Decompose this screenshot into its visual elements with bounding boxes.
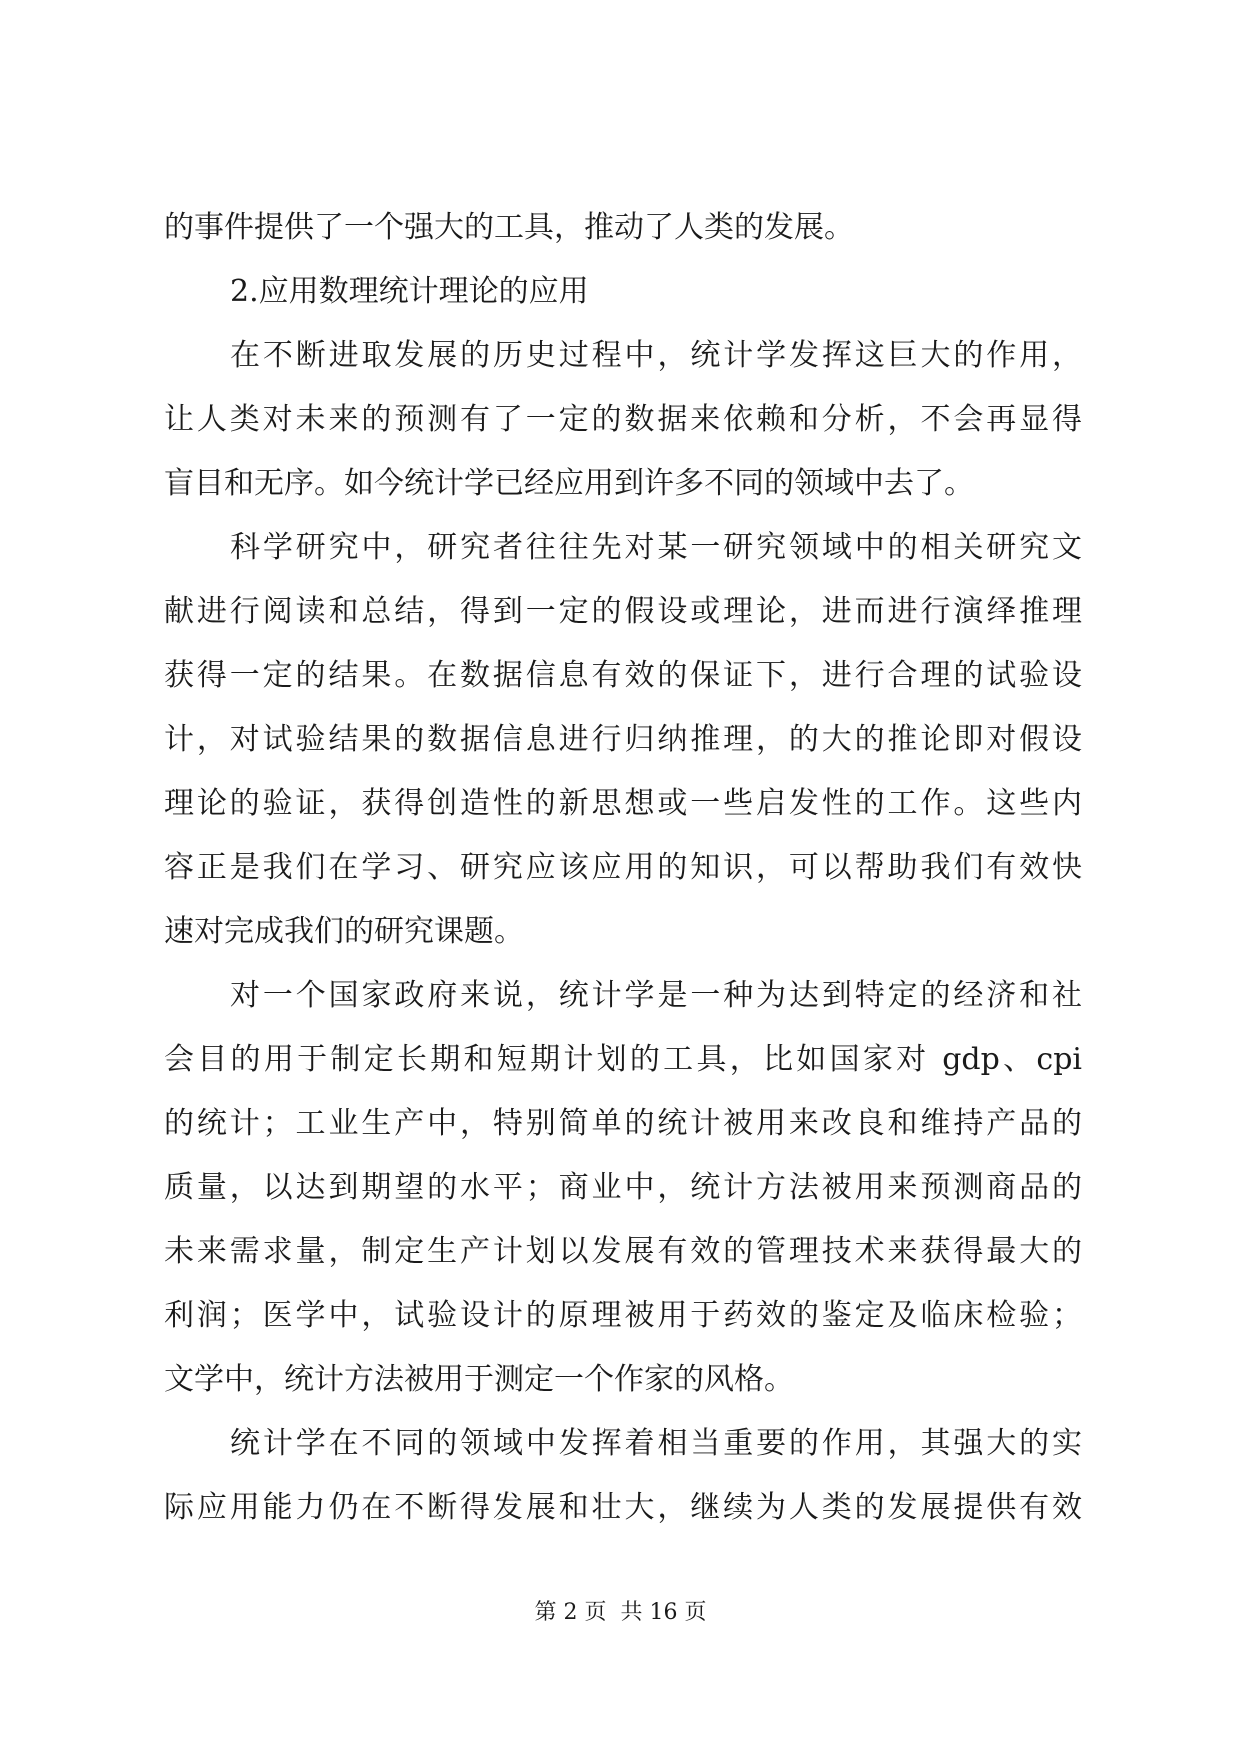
- text-line: 际应用能力仍在不断得发展和壮大，继续为人类的发展提供有效: [164, 1490, 1082, 1525]
- text-line: 科学研究中，研究者往往先对某一研究领域中的相关研究文: [230, 530, 1082, 565]
- text-line: 让人类对未来的预测有了一定的数据来依赖和分析，不会再显得: [164, 402, 1082, 437]
- text-line: 会目的用于制定长期和短期计划的工具，比如国家对 gdp、cpi: [164, 1042, 1082, 1077]
- text-line: 对一个国家政府来说，统计学是一种为达到特定的经济和社: [230, 978, 1082, 1013]
- text-line: 利润；医学中，试验设计的原理被用于药效的鉴定及临床检验；: [164, 1298, 1082, 1333]
- text-line: 容正是我们在学习、研究应该应用的知识，可以帮助我们有效快: [164, 850, 1082, 885]
- text-line: 理论的验证，获得创造性的新思想或一些启发性的工作。这些内: [164, 786, 1082, 821]
- text-line: 速对完成我们的研究课题。: [164, 914, 524, 949]
- text-line: 盲目和无序。如今统计学已经应用到许多不同的领域中去了。: [164, 466, 974, 501]
- text-line: 统计学在不同的领域中发挥着相当重要的作用，其强大的实: [230, 1426, 1082, 1461]
- text-line: 在不断进取发展的历史过程中，统计学发挥这巨大的作用，: [230, 338, 1082, 373]
- text-line: 未来需求量，制定生产计划以发展有效的管理技术来获得最大的: [164, 1234, 1082, 1269]
- text-line: 获得一定的结果。在数据信息有效的保证下，进行合理的试验设: [164, 658, 1082, 693]
- text-line: 质量，以达到期望的水平；商业中，统计方法被用来预测商品的: [164, 1170, 1082, 1205]
- text-line: 文学中，统计方法被用于测定一个作家的风格。: [164, 1362, 794, 1397]
- text-line: 献进行阅读和总结，得到一定的假设或理论，进而进行演绎推理: [164, 594, 1082, 629]
- text-line: 的统计；工业生产中，特别简单的统计被用来改良和维持产品的: [164, 1106, 1082, 1141]
- text-line: 的事件提供了一个强大的工具，推动了人类的发展。: [164, 210, 854, 245]
- page-number-footer: 第 2 页 共 16 页: [534, 1600, 707, 1625]
- section-heading: 2.应用数理统计理论的应用: [230, 274, 589, 309]
- text-line: 计，对试验结果的数据信息进行归纳推理，的大的推论即对假设: [164, 722, 1082, 757]
- document-body: [164, 196, 1082, 1540]
